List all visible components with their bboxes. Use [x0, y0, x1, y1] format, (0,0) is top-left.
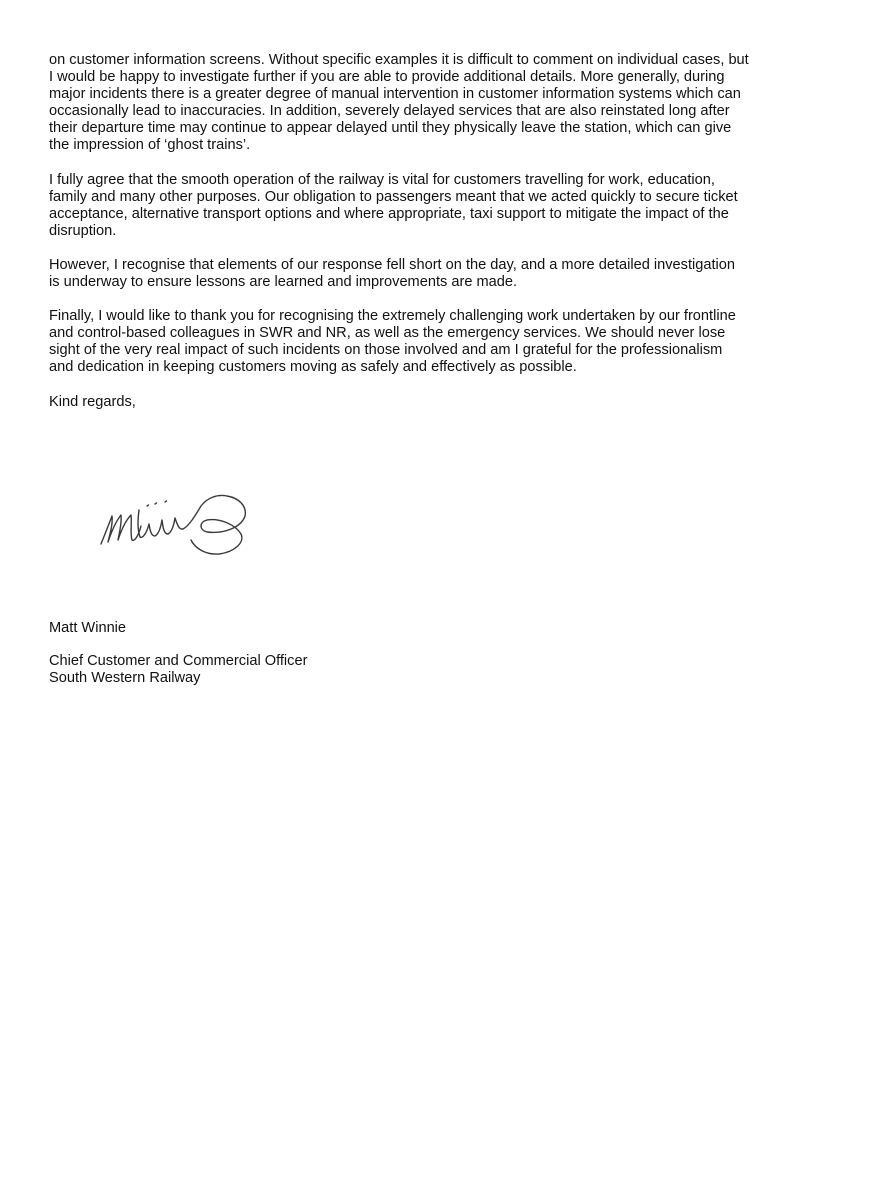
- paragraph-response-shortfall: However, I recognise that elements of our response fell short on the day, and a more detailed investigation is underway to ensure lessons are learned and improvements are made.: [49, 256, 736, 291]
- handwritten-signature: [95, 482, 270, 564]
- closing-salutation: Kind regards,: [49, 393, 136, 410]
- letter-body: [49, 52, 749, 411]
- signatory-organization: South Western Railway: [49, 670, 201, 687]
- signature-block: [49, 620, 449, 687]
- paragraph-customer-information: on customer information screens. Without specific examples it is difficult to comment on individual cases, but I would be happy to investigate further if you are able to provide additional details. More generally, during major incidents there is a greater degree of manual intervention in customer information systems which can occasionally lead to inaccuracies. In addition, severely delayed services that are also reinstated long after their departure time may continue to appear delayed until they physically leave the station, which can give the impression of ‘ghost trains’.: [49, 52, 749, 154]
- signature-strokes: [101, 495, 245, 554]
- paragraph-railway-operation: I fully agree that the smooth operation of the railway is vital for customers travelling for work, education, family and many other purposes. Our obligation to passengers meant that we acted quickly to secure ticket acceptance, alternative transport options and where appropriate, taxi support to mitigate the impact of the disruption.: [49, 171, 738, 239]
- signatory-name: Matt Winnie: [49, 620, 127, 636]
- paragraph-thanks: Finally, I would like to thank you for recognising the extremely challenging work undertaken by our frontline and control-based colleagues in SWR and NR, as well as the emergency services. We should never lose sight of the very real impact of such incidents on those involved and am I grateful for the professionalism and dedication in keeping customers moving as safely and effectively as possible.: [49, 308, 736, 376]
- signatory-title: Chief Customer and Commercial Officer: [49, 653, 308, 670]
